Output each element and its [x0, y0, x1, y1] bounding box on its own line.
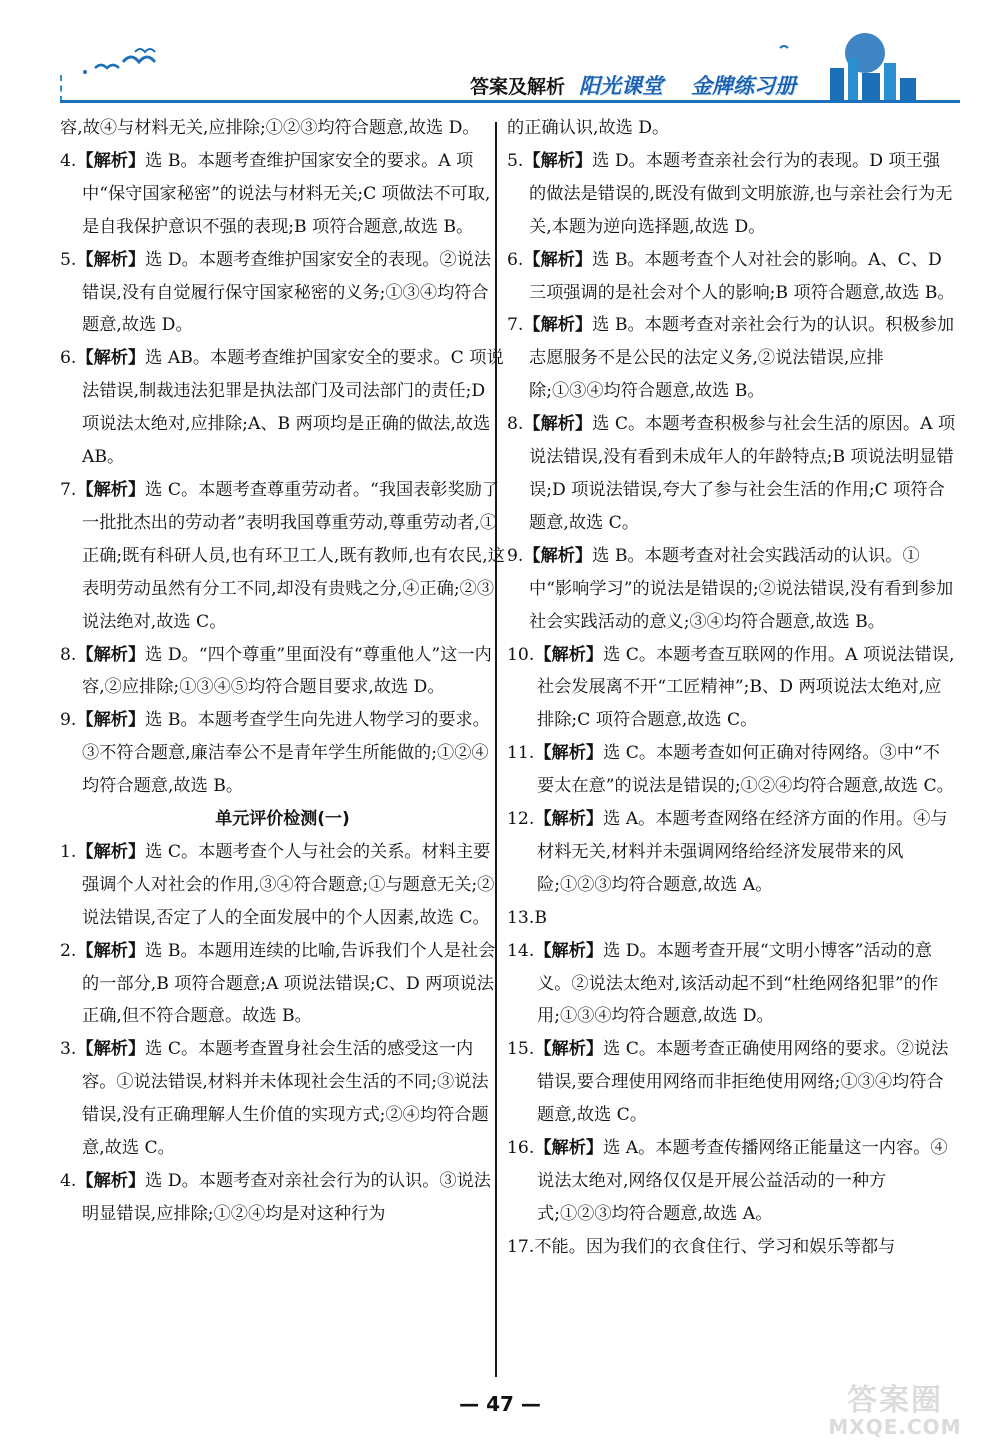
answer-item — [507, 540, 957, 639]
header-title — [470, 70, 796, 100]
right-column — [507, 112, 957, 1264]
answer-item — [507, 803, 957, 902]
analysis-label: 【解析】 — [76, 249, 146, 270]
page-header — [0, 0, 1000, 120]
watermark-logo-text: 答案圈 — [847, 1383, 943, 1418]
answer-text: 选 D。本题考查对亲社会行为的认识。③说法明显错误,应排除;①②④均是对这种行为 — [82, 1171, 491, 1224]
answer-item — [60, 474, 505, 639]
answer-text: 选 B。本题考查对亲社会行为的认识。积极参加志愿服务不是公民的法定义务,②说法错误,应排除;①③④均符合题意,故选 B。 — [529, 315, 955, 402]
answer-text: 选 C。本题考查积极参与社会生活的原因。A 项说法错误,没有看到未成年人的年龄特点;B 项说法明显错误;D 项说法错误,夸大了参与社会生活的作用;C 项符合题意,故选 C。 — [529, 414, 956, 533]
answer-text: 选 B。本题考查个人对社会的影响。A、C、D 三项强调的是社会对个人的影响;B 项符合题意,故选 B。 — [529, 249, 955, 303]
answer-item — [507, 902, 957, 935]
answer-item — [60, 145, 505, 244]
birds-icon — [75, 40, 175, 80]
answer-text: 选 C。本题考查正确使用网络的要求。②说法错误,要合理使用网络而非拒绝使用网络;①③④均符合题意,故选 C。 — [537, 1039, 949, 1126]
answer-item — [60, 1033, 505, 1165]
answer-item — [60, 342, 505, 474]
answer-item — [507, 408, 957, 540]
answer-number: 2. — [60, 940, 77, 961]
answer-text: 选 B。本题考查学生向先进人物学习的要求。③不符合题意,廉洁奉公不是青年学生所能做的;①②④均符合题意,故选 B。 — [82, 710, 490, 797]
answer-text: 选 C。本题考查置身社会生活的感受这一内容。①说法错误,材料并未体现社会生活的不同;③说法错误,没有正确理解人生价值的实现方式;②④均符合题意,故选 C。 — [82, 1039, 489, 1159]
analysis-label: 【解析】 — [76, 1039, 146, 1060]
answer-text: 选 D。本题考查开展“文明小博客”活动的意义。②说法太绝对,该活动起不到“杜绝网络犯罪”的作用;①③④均符合题意,故选 D。 — [537, 940, 939, 1027]
answer-item — [507, 309, 957, 408]
answer-number: 8. — [507, 414, 524, 435]
answer-item — [60, 704, 505, 803]
answer-item — [507, 935, 957, 1034]
answer-number: 17. — [507, 1236, 535, 1257]
answer-number: 8. — [60, 644, 77, 665]
answer-number: 7. — [507, 315, 524, 336]
analysis-label: 【解析】 — [523, 150, 593, 171]
analysis-label: 【解析】 — [76, 940, 146, 961]
answer-item — [507, 737, 957, 803]
answer-text: 选 C。本题考查尊重劳动者。“我国表彰奖励了一批批杰出的劳动者”表明我国尊重劳动,尊重劳动者,①正确;既有科研人员,也有环卫工人,既有教师,也有农民,这表明劳动虽然有分工不同,却没有贵贱之分,④正确;②③说法绝对,故选 C。 — [82, 479, 505, 632]
analysis-label: 【解析】 — [523, 414, 593, 435]
answer-item — [60, 836, 505, 935]
answer-text: 选 A。本题考查网络在经济方面的作用。④与材料无关,材料并未强调网络给经济发展带来的风险;①②③均符合题意,故选 A。 — [537, 809, 948, 895]
answer-item — [507, 639, 957, 738]
answer-text: 选 D。本题考查维护国家安全的表现。②说法错误,没有自觉履行保守国家秘密的义务;①③④均符合题意,故选 D。 — [82, 249, 491, 336]
page-number: — 47 — — [459, 1392, 541, 1416]
answer-item — [507, 145, 957, 244]
watermark-url: MXQE.COM — [828, 1415, 962, 1439]
answer-number: 4. — [60, 1171, 77, 1191]
answer-text: 选 C。本题考查互联网的作用。A 项说法错误,社会发展离不开“工匠精神”;B、D 两项说法太绝对,应排除;C 项符合题意,故选 C。 — [537, 644, 955, 731]
answer-text: 选 C。本题考查如何正确对待网络。③中“不要太在意”的说法是错误的;①②④均符合题意,故选 C。 — [537, 743, 954, 797]
answer-number: 1. — [60, 841, 77, 862]
answer-text: B — [534, 907, 547, 928]
answer-number: 14. — [507, 940, 535, 961]
analysis-label: 【解析】 — [76, 644, 146, 665]
answer-item — [507, 1033, 957, 1132]
answer-item — [507, 1231, 957, 1264]
answer-number: 4. — [60, 150, 77, 171]
answer-number: 15. — [507, 1039, 535, 1060]
answer-continuation: 的正确认识,故选 D。 — [507, 118, 670, 138]
answer-text: 选 B。本题考查维护国家安全的要求。A 项中“保守国家秘密”的说法与材料无关;C 项做法不可取,是自我保护意识不强的表现;B 项符合题意,故选 B。 — [82, 150, 491, 237]
answer-number: 12. — [507, 809, 535, 830]
brand-name: 阳光课堂 — [579, 74, 664, 98]
left-column — [60, 112, 505, 1231]
answer-number: 5. — [60, 249, 77, 270]
answer-item — [60, 639, 505, 705]
answer-number: 9. — [60, 710, 77, 731]
analysis-label: 【解析】 — [76, 348, 146, 369]
answer-item — [507, 1132, 957, 1231]
analysis-label: 【解析】 — [534, 809, 604, 830]
analysis-label: 【解析】 — [76, 150, 146, 171]
answer-text: 不能。因为我们的衣食住行、学习和娱乐等都与 — [534, 1236, 896, 1257]
answer-number: 5. — [507, 150, 524, 171]
analysis-label: 【解析】 — [76, 1171, 146, 1191]
answer-number: 10. — [507, 644, 535, 665]
answer-text: 选 A。本题考查传播网络正能量这一内容。④说法太绝对,网络仅仅是开展公益活动的一种方式;①②③均符合题意,故选 A。 — [537, 1138, 948, 1224]
answer-number: 6. — [60, 348, 77, 369]
answer-text: 选 B。本题考查对社会实践活动的认识。①中“影响学习”的说法是错误的;②说法错误,没有看到参加社会实践活动的意义;③④均符合题意,故选 B。 — [529, 545, 954, 632]
answer-item — [60, 935, 505, 1034]
answer-text: 选 AB。本题考查维护国家安全的要求。C 项说法错误,制裁违法犯罪是执法部门及司法部门的责任;D 项说法太绝对,应排除;A、B 两项均是正确的做法,故选 AB。 — [82, 348, 504, 468]
section-title: 单元评价检测(一) — [215, 809, 350, 830]
answer-number: 6. — [507, 249, 524, 270]
brand-subtitle: 金牌练习册 — [691, 74, 797, 98]
analysis-label: 【解析】 — [534, 644, 604, 665]
answer-text: 选 D。本题考查亲社会行为的表现。D 项王强的做法是错误的,既没有做到文明旅游,也与亲社会行为无关,本题为逆向选择题,故选 D。 — [529, 150, 953, 237]
answer-label: 答案及解析 — [470, 75, 566, 98]
answer-continuation: 容,故④与材料无关,应排除;①②③均符合题意,故选 D。 — [60, 118, 480, 138]
answer-item — [60, 1165, 505, 1231]
analysis-label: 【解析】 — [534, 940, 604, 961]
answer-number: 11. — [507, 743, 535, 764]
header-rule — [60, 100, 960, 103]
analysis-label: 【解析】 — [534, 1039, 604, 1060]
answer-number: 13. — [507, 907, 535, 928]
answer-text: 选 B。本题用连续的比喻,告诉我们个人是社会的一部分,B 项符合题意;A 项说法错误;C、D 两项说法正确,但不符合题意。故选 B。 — [82, 940, 496, 1027]
analysis-label: 【解析】 — [523, 315, 593, 336]
answer-item — [507, 244, 957, 310]
analysis-label: 【解析】 — [76, 479, 146, 500]
answer-number: 9. — [507, 545, 524, 566]
answer-number: 16. — [507, 1138, 535, 1159]
analysis-label: 【解析】 — [534, 1138, 604, 1159]
answer-number: 3. — [60, 1039, 77, 1060]
answer-item — [60, 244, 505, 343]
answer-text: 选 D。“四个尊重”里面没有“尊重他人”这一内容,②应排除;①③④⑤均符合题目要求,故选 D。 — [82, 644, 492, 698]
analysis-label: 【解析】 — [76, 841, 146, 862]
analysis-label: 【解析】 — [523, 249, 593, 270]
answer-text: 选 C。本题考查个人与社会的关系。材料主要强调个人对社会的作用,③④符合题意;①与题意无关;②说法错误,否定了人的全面发展中的个人因素,故选 C。 — [82, 841, 495, 928]
analysis-label: 【解析】 — [523, 545, 593, 566]
analysis-label: 【解析】 — [76, 710, 146, 731]
watermark — [800, 1375, 990, 1440]
answer-number: 7. — [60, 479, 77, 500]
analysis-label: 【解析】 — [534, 743, 604, 764]
